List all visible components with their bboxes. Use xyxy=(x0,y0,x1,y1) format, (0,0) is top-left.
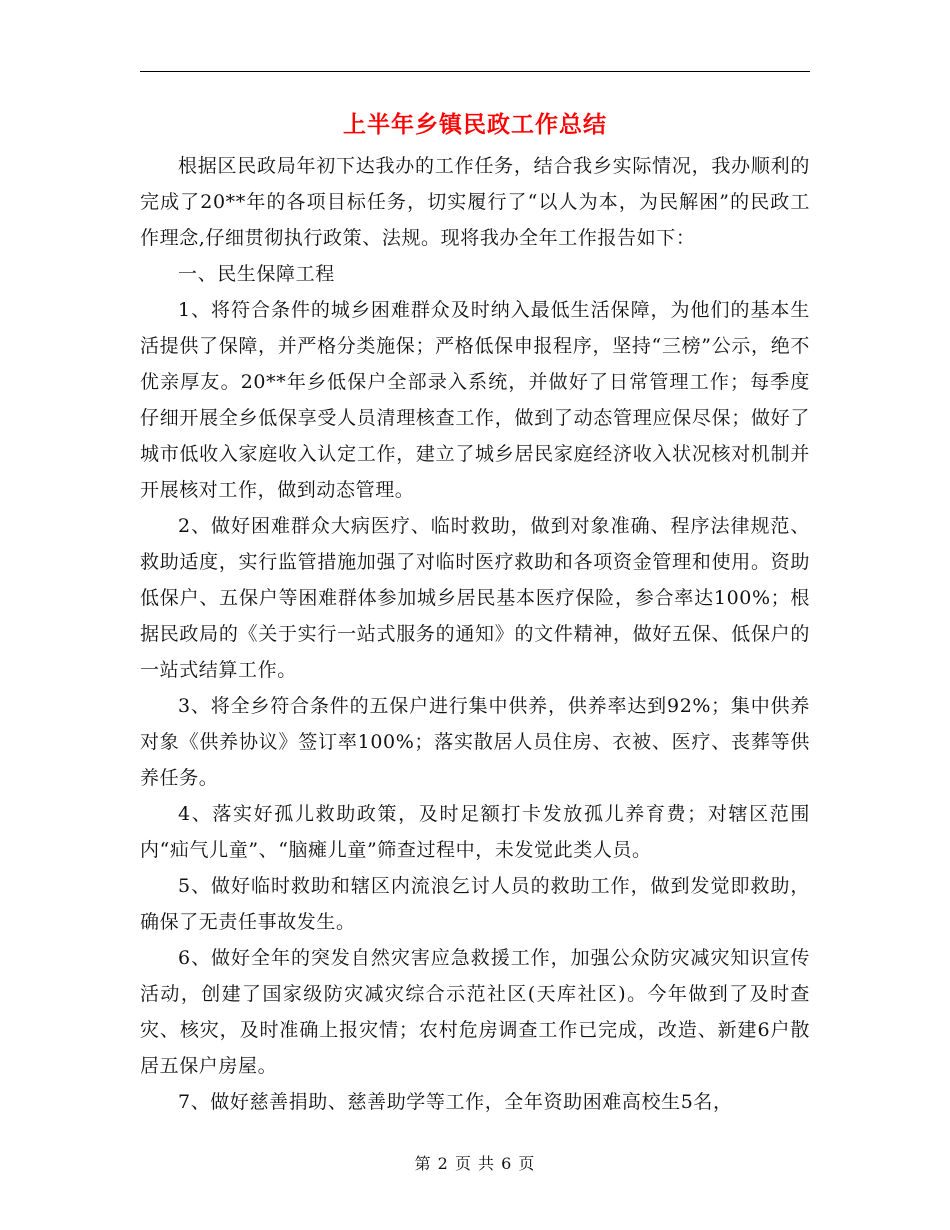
document-title: 上半年乡镇民政工作总结 xyxy=(343,111,607,138)
page-footer: 第 2 页 共 6 页 xyxy=(414,1154,536,1173)
header-rule xyxy=(140,71,810,72)
paragraph-item-4: 4、落实好孤儿救助政策，及时足额打卡发放孤儿养育费；对辖区范围内“疝气儿童”、“脑瘫儿童”筛查过程中，未发觉此类人员。 xyxy=(140,803,810,861)
document-body xyxy=(140,148,810,1120)
paragraph-item-5: 5、做好临时救助和辖区内流浪乞讨人员的救助工作，做到发觉即救助，确保了无责任事故发生。 xyxy=(140,875,810,933)
paragraph-item-7: 7、做好慈善捐助、慈善助学等工作，全年资助困难高校生5名， xyxy=(178,1091,733,1113)
paragraph-item-3: 3、将全乡符合条件的五保户进行集中供养，供养率达到92%；集中供养对象《供养协议》签订率100%；落实散居人员住房、衣被、医疗、丧葬等供养任务。 xyxy=(140,695,810,789)
paragraph-item-2: 2、做好困难群众大病医疗、临时救助，做到对象准确、程序法律规范、救助适度，实行监管措施加强了对临时医疗救助和各项资金管理和使用。资助低保户、五保户等困难群体参加城乡居民基本医疗保险，参合率达100%；根据民政局的《关于实行一站式服务的通知》的文件精神，做好五保、低保户的一站式结算工作。 xyxy=(140,515,810,681)
section-heading: 一、民生保障工程 xyxy=(178,263,335,285)
paragraph-item-6: 6、做好全年的突发自然灾害应急救援工作，加强公众防灾减灾知识宣传活动，创建了国家级防灾减灾综合示范社区(天库社区)。今年做到了及时查灾、核灾，及时准确上报灾情；农村危房调查工作已完成，改造、新建6户散居五保户房屋。 xyxy=(140,947,810,1077)
paragraph-intro: 根据区民政局年初下达我办的工作任务，结合我乡实际情况，我办顺利的完成了20**年的各项目标任务，切实履行了“以人为本，为民解困”的民政工作理念,仔细贯彻执行政策、法规。现将我办全年工作报告如下： xyxy=(140,155,810,249)
paragraph-item-1: 1、将符合条件的城乡困难群众及时纳入最低生活保障，为他们的基本生活提供了保障，并严格分类施保；严格低保申报程序，坚持“三榜”公示，绝不优亲厚友。20**年乡低保户全部录入系统，并做好了日常管理工作；每季度仔细开展全乡低保享受人员清理核查工作，做到了动态管理应保尽保；做好了城市低收入家庭收入认定工作，建立了城乡居民家庭经济收入状况核对机制并开展核对工作，做到动态管理。 xyxy=(140,299,810,501)
